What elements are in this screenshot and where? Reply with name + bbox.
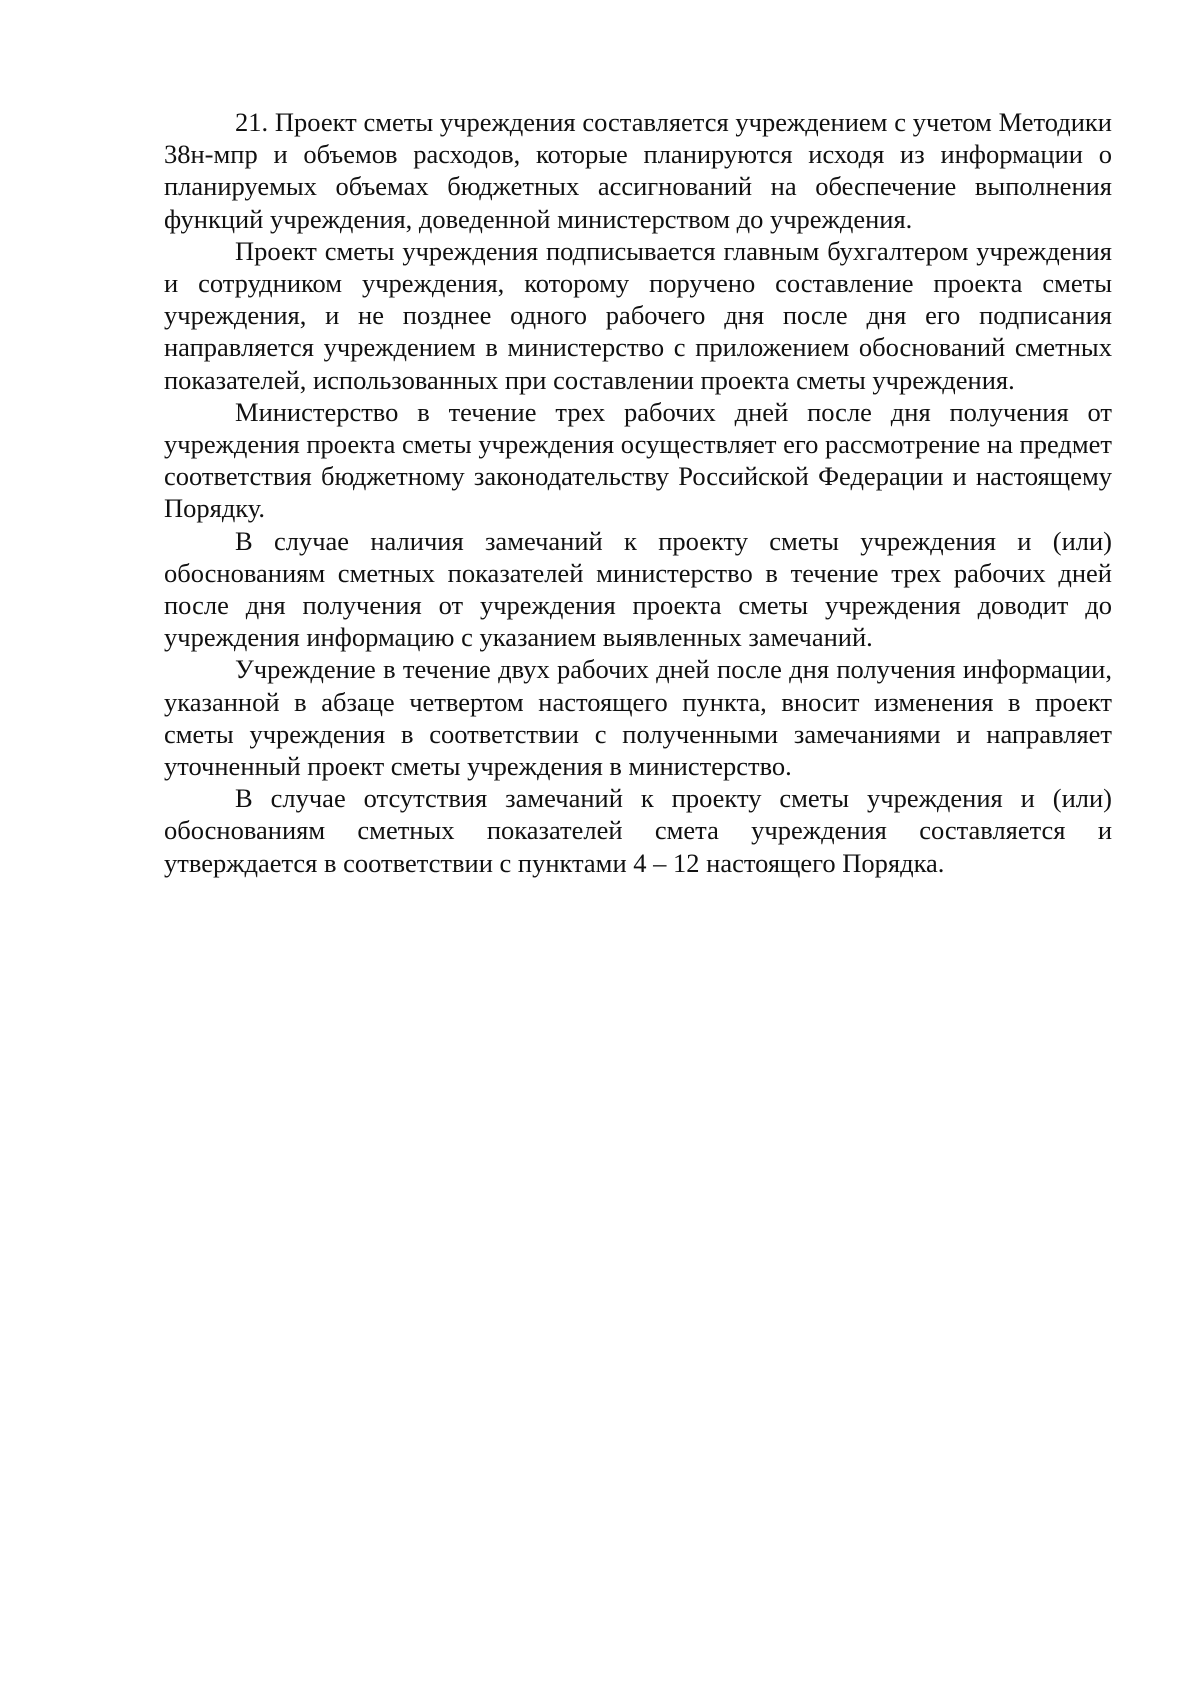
paragraph-review: Министерство в течение трех рабочих дней после дня получения от учреждения проекта сметы учреждения осуществляет его рассмотрение на предмет соответствия бюджетному законодательству Российской Федерации и настоящему Порядку. bbox=[164, 396, 1112, 524]
paragraph-remarks: В случае наличия замечаний к проекту сметы учреждения и (или) обоснованиям сметных показателей министерство в течение трех рабочих дней после дня получения от учреждения проекта сметы учреждения доводит до учреждения информацию с указанием выявленных замечаний. bbox=[164, 525, 1112, 653]
paragraph-approval: В случае отсутствия замечаний к проекту сметы учреждения и (или) обоснованиям сметных показателей смета учреждения составляется и утверждается в соответствии с пунктами 4 – 12 настоящего Порядка. bbox=[164, 783, 1112, 878]
paragraph-item-21: 21. Проект сметы учреждения составляется учреждением с учетом Методики 38н-мпр и объемов расходов, которые планируются исходя из информации о планируемых объемах бюджетных ассигнований на обеспечение выполнения функций учреждения, доведенной министерством до учреждения. bbox=[164, 107, 1112, 234]
paragraph-corrections: Учреждение в течение двух рабочих дней после дня получения информации, указанной в абзаце четвертом настоящего пункта, вносит изменения в проект сметы учреждения в соответствии с полученными замечаниями и направляет уточненный проект сметы учреждения в министерство. bbox=[164, 654, 1112, 782]
paragraph-signing: Проект сметы учреждения подписывается главным бухгалтером учреждения и сотрудником учреждения, которому поручено составление проекта сметы учреждения, и не позднее одного рабочего дня после дня его подписания направляется учреждением в министерство с приложением обоснований сметных показателей, использованных при составлении проекта сметы учреждения. bbox=[164, 235, 1112, 395]
document-body bbox=[164, 106, 1112, 879]
